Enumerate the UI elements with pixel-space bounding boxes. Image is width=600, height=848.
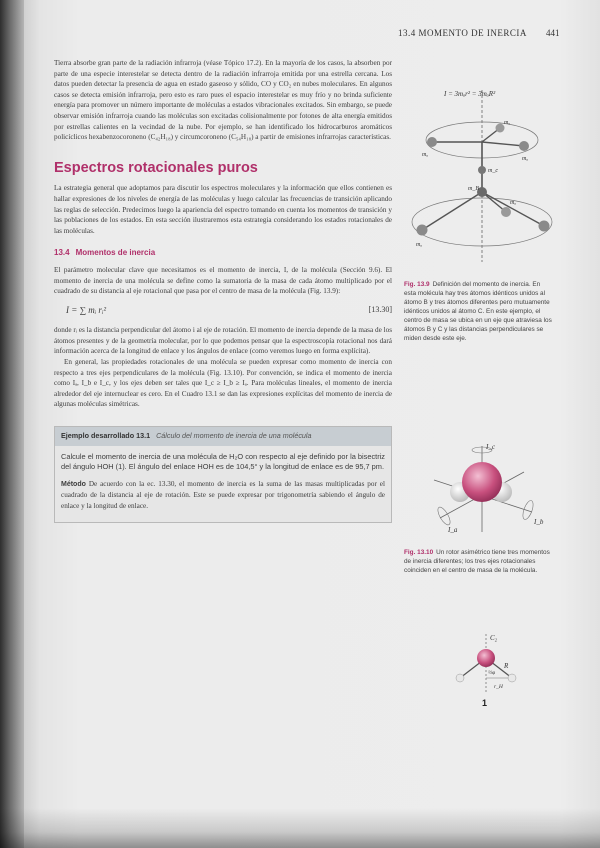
figure-13-9-caption xyxy=(404,280,554,343)
intro-paragraph: Tierra absorbe gran parte de la radiación infrarroja (véase Tópico 17.2). En la mayoría de los casos, la absorben por parte de una especie interestelar se detecta dentro de la radiación infrarroja emitida por una estrella cercana. Los datos pueden detectar la presencia de agua en estado gaseoso y sólido, CO y CO₂ en nubes moleculares. En algunos casos se detecta emisión infrarroja, pero esto es raro pues el espacio interestelar es muy frío y no brinda suficiente energía para promover un número importante de moléculas a estados vibracionales excitados. Sin embargo, se puede observar emisión infrarroja cuando las moléculas son excitadas colisionalmente por fotones de alta energía emitidos por estrellas calientes en la vecindad de la nube. Por ejemplo, se han identificado los hidrocarburos aromáticos policíclicos hexabenzocoroneno (C₄₂H₁₈) y circumcoroneno (C₅₄H₁₈) a partir de emisiones infrarrojas características. xyxy=(54,59,392,142)
atom-label: m_B xyxy=(468,186,479,192)
structure-1-diagram xyxy=(446,630,536,700)
structure-distance-label: r_H xyxy=(494,684,503,690)
atom-label: mₐ xyxy=(504,120,511,126)
worked-example-body xyxy=(55,446,391,522)
page-number: 441 xyxy=(546,28,560,38)
subsection-title: Momentos de inercia xyxy=(75,248,156,258)
figure-13-10-caption-text: Un rotor asimétrico tiene tres momentos de inercia diferentes; los tres ejes rotacionales coinciden en el centro de masa de la molécula. xyxy=(404,549,550,574)
subsection-heading xyxy=(54,248,392,259)
section-title: Espectros rotacionales puros xyxy=(54,159,258,176)
structure-angle-label: ½φ xyxy=(488,670,496,676)
figure-13-10-label: Fig. 13.10 xyxy=(404,549,434,556)
worked-example-box xyxy=(54,426,392,523)
subsection-paragraph: El parámetro molecular clave que necesitamos es el momento de inercia, I, de la molécula (Sección 9.6). El momento de inercia de una molécula se define como la sumatoria de la masa de cada átomo multiplicado por el cuadrado de su distancia al eje rotacional que pasa por el centro de masa de la molécula (Fig. 13.9): xyxy=(54,265,392,296)
figure-13-9-label: Fig. 13.9 xyxy=(404,281,430,288)
equation-13-30 xyxy=(66,305,392,316)
method-label: Método xyxy=(61,480,86,488)
worked-example-title: Cálculo del momento de inercia de una molécula xyxy=(156,431,312,441)
equation-number: [13.30] xyxy=(368,304,392,314)
atom-label: mₐ xyxy=(422,152,429,158)
page-bottom-shadow xyxy=(0,808,600,848)
atom-label: mₐ xyxy=(522,156,529,162)
worked-example-method xyxy=(61,479,385,512)
book-gutter-shadow xyxy=(0,0,24,848)
structure-bond-label: R xyxy=(504,662,509,670)
section-paragraph: La estrategia general que adoptamos para discutir los espectros moleculares y la información que ellos contienen es hallar expresiones de los niveles de energía de las moléculas y luego calcular las frecuencias de transición aplicando las reglas de selección. Predecimos luego la apariencia del espectro tomando en cuenta los momentos de transición y las poblaciones de los estados. En esta sección ilustraremos esta estrategia considerando los estados rotacionales de las moléculas. xyxy=(54,184,392,235)
axis-label: I_c xyxy=(486,443,495,451)
figure-13-10-diagram xyxy=(420,440,550,540)
figure-13-9-caption-text: Definición del momento de inercia. En esta molécula hay tres átomos idénticos unidos al átomo B y tres átomos diferentes pero mutuamente idénticos unidos al átomo C. En este ejemplo, el centro de masa se ubica en un eje que atraviesa los átomos B y C y las distancias perpendiculares se miden desde este eje. xyxy=(404,281,552,342)
equation-text: I = ∑ mᵢ rᵢ² xyxy=(66,304,107,315)
general-paragraph: En general, las propiedades rotacionales de una molécula se pueden expresar como momento de inercia con respecto a tres ejes perpendiculares de la molécula (Fig. 13.10). Por convención, se indica el momento de inercia como Iₐ, I_b e I_c, y los ejes deben ser tales que I_c ≥ I_b ≥ Iₐ. Para moléculas lineales, el momento de inercia alrededor del eje internuclear es cero. En el Cuadro 13.1 se dan las expresiones explícitas del momento de inercia de algunas moléculas simétricas. xyxy=(54,358,392,409)
structure-axis-label: C₂ xyxy=(490,634,498,642)
axis-label: I_b xyxy=(534,518,544,526)
after-equation-paragraph: donde rᵢ es la distancia perpendicular del átomo i al eje de rotación. El momento de inercia depende de la masa de los átomos presentes y de la geometría molecular, por lo que podemos pensar que la espectroscopía rotacional nos dará información acerca de la longitud de enlace y los ángulos de enlace (como veremos luego en forma explícita). xyxy=(54,326,392,356)
running-head: 13.4 MOMENTO DE INERCIA xyxy=(398,28,527,38)
worked-example-question: Calcule el momento de inercia de una molécula de H₂O con respecto al eje definido por la bisectriz del ángulo HOH (1). El ángulo del enlace HOH es de 104,5° y la longitud de enlace es de 95,7 pm. xyxy=(61,451,385,472)
figure-13-9-diagram xyxy=(404,80,554,270)
method-text: De acuerdo con la ec. 13.30, el momento de inercia es la suma de las masas multiplicadas por el cuadrado de la distancia al eje de rotación. Este se puede expresar por trigonometría sabiendo el ángulo de enlace y la longitud de enlace. xyxy=(61,479,385,510)
atom-label: mₐ xyxy=(510,200,517,206)
atom-label: mₐ xyxy=(416,242,423,248)
main-text-column xyxy=(54,58,392,523)
axis-label: I_a xyxy=(448,526,458,534)
structure-1-number: 1 xyxy=(482,698,488,708)
worked-example-label: Ejemplo desarrollado 13.1 xyxy=(61,431,151,441)
figure-13-9-equation: I = 3mₐr² = 3mₐR² xyxy=(444,90,496,98)
subsection-number: 13.4 xyxy=(54,248,70,258)
atom-label: m_c xyxy=(488,168,498,174)
worked-example-header xyxy=(55,427,391,446)
figure-13-10-caption xyxy=(404,548,554,575)
